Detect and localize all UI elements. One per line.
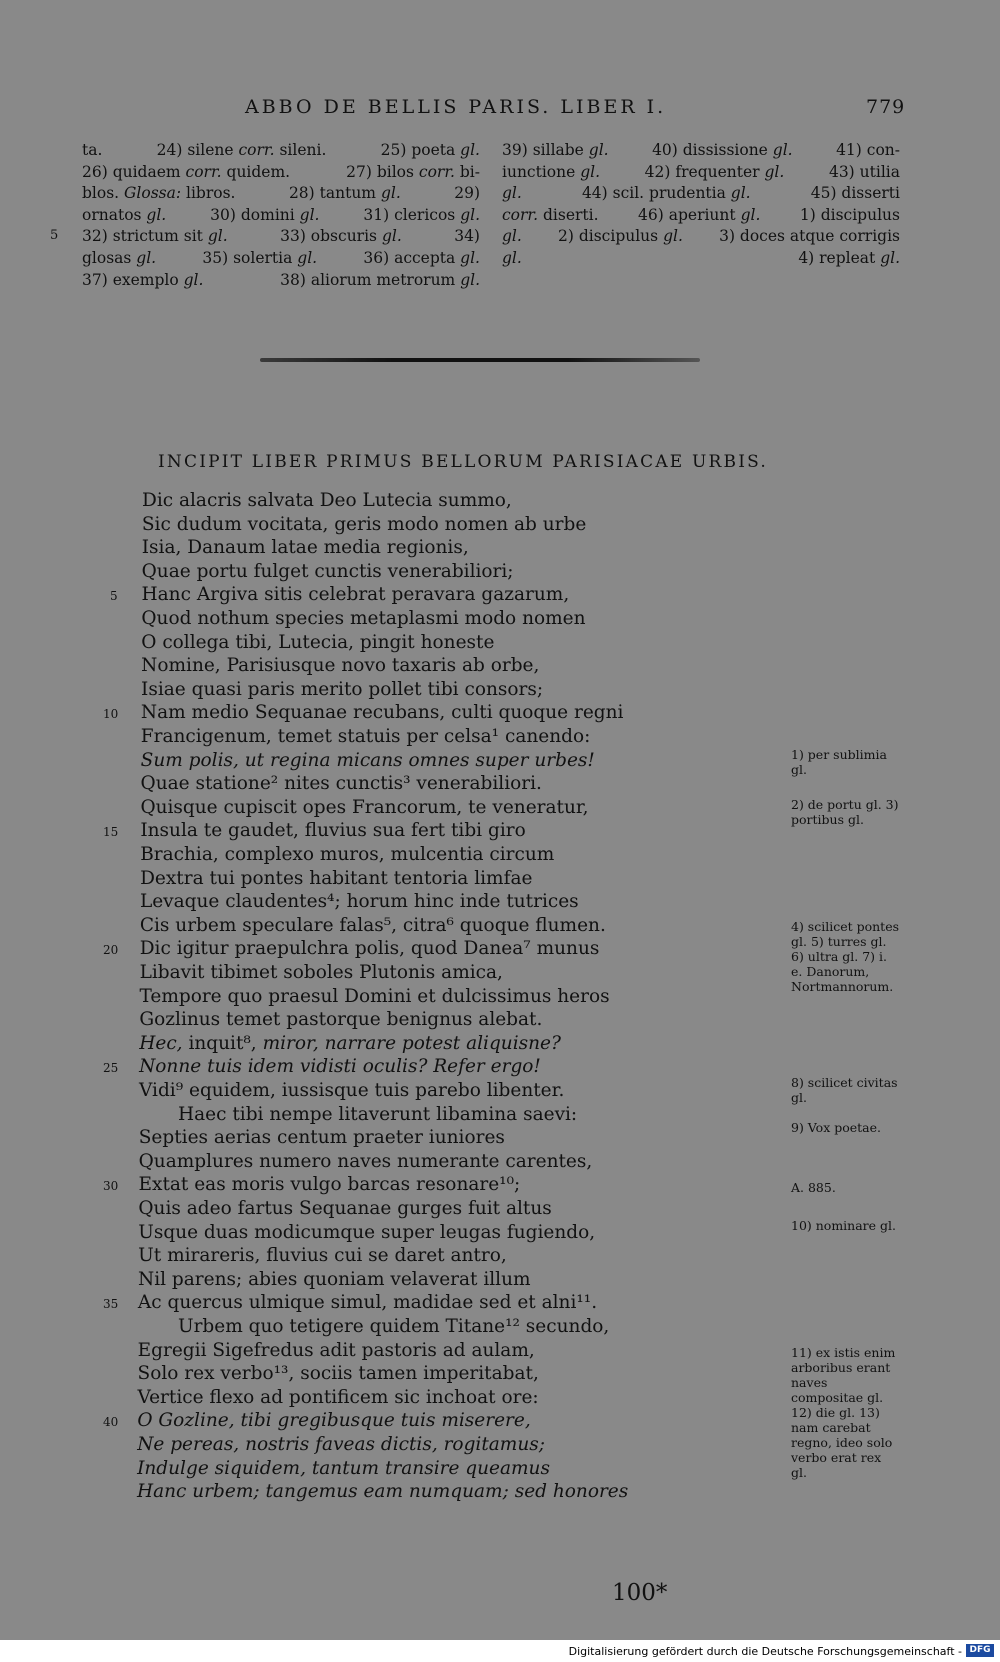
- verse-line: Quod nothum species metaplasmi modo nomen: [141, 608, 586, 629]
- footnote-text: gl.: [772, 141, 793, 159]
- footnote-entry: [502, 205, 599, 227]
- footnote-text: diserti.: [538, 205, 599, 224]
- verse-line: Levaque claudentes⁴; horum hinc inde tutrices: [139, 891, 579, 913]
- poem-title: INCIPIT LIBER PRIMUS BELLORUM PARISIACAE URBIS.: [158, 452, 768, 472]
- verse-line-number: 15: [103, 825, 119, 840]
- verse-line: Hanc Argiva sitis celebrat peravara gazarum,: [141, 584, 570, 606]
- footnote-entry: [289, 183, 401, 205]
- footnote-text: corr.: [238, 141, 275, 159]
- footnote-text: 33) obscuris: [280, 227, 382, 246]
- verse-line: Dic alacris salvata Deo Lutecia summo,: [142, 490, 512, 511]
- verse-line: Cis urbem speculare falas⁵, citra⁶ quoque flumen.: [139, 914, 606, 936]
- section-divider: [260, 358, 700, 362]
- verse-line: Vidi⁹ equidem, iussisque tuis parebo libenter.: [139, 1080, 565, 1101]
- verse-line: Quamplures numero naves numerante carentes,: [138, 1150, 593, 1172]
- footnote-text: ornatos: [82, 205, 147, 224]
- footnote-text: quidem.: [221, 162, 291, 181]
- verse-line: Urbem quo tetigere quidem Titane¹² secundo,: [178, 1316, 610, 1337]
- footnote-entry: [82, 270, 203, 292]
- footnote-entry: [800, 205, 900, 227]
- footnote-text: ta.: [82, 141, 103, 159]
- footnote-text: glosas: [82, 248, 137, 267]
- verse-line: Haec tibi nempe litaverunt libamina saevi:: [178, 1103, 578, 1125]
- verse-line: Ut mirareris, fluvius cui se daret antro,: [138, 1245, 507, 1267]
- footnote-text: gl.: [460, 205, 480, 224]
- footnote-entry: [82, 162, 290, 184]
- footnote-text: gl.: [299, 205, 320, 224]
- verse-line: O Gozline, tibi gregibusque tuis miserere,: [137, 1410, 531, 1432]
- verse-line: Quis adeo fartus Sequanae gurges fuit altus: [138, 1198, 552, 1219]
- verse-line: Dextra tui pontes habitant tentoria limfae: [140, 867, 533, 889]
- footnote-text: 2) discipulus: [558, 227, 664, 246]
- footnote-line: [502, 248, 900, 270]
- footnote-text: gl.: [502, 227, 522, 246]
- footnote-text: 37) exemplo: [82, 270, 184, 289]
- verse-line: Ne pereas, nostris faveas dictis, rogitamus;: [137, 1434, 545, 1455]
- verse-line: Nam medio Sequanae recubans, culti quoque regni: [140, 702, 624, 724]
- footnote-entry: [502, 162, 600, 184]
- footnote-text: sileni.: [274, 141, 327, 159]
- footnote-line: [502, 226, 900, 248]
- verse-line: [139, 1033, 561, 1054]
- verse-line-number: 35: [103, 1297, 119, 1312]
- verse-line-number: 10: [103, 707, 119, 722]
- dfg-logo: DFG: [966, 1644, 994, 1657]
- footnote-text: gl.: [663, 227, 683, 246]
- footnote-text: blos.: [82, 184, 125, 203]
- footnote-text: 4) repleat: [798, 248, 881, 267]
- verse-line: Quae portu fulget cunctis venerabiliori;: [141, 560, 514, 582]
- signature-mark: 100*: [612, 1580, 668, 1606]
- verse-line: Hanc urbem; tangemus eam numquam; sed honores: [136, 1481, 629, 1503]
- footnote-text: 42) frequenter: [644, 162, 765, 181]
- verse-line: Quisque cupiscit opes Francorum, te veneratur,: [140, 796, 589, 818]
- footnote-entry: [454, 226, 480, 248]
- verse-line: Septies aerias centum praeter iuniores: [138, 1127, 505, 1149]
- marginal-gloss: 11) ex istis enim arboribus erant naves compositae gl. 12) die gl. 13) nam carebat regno, ideo solo verbo erat rex gl.: [791, 1345, 896, 1480]
- verse-line-number: 30: [103, 1179, 119, 1194]
- verse-line: Isiae quasi paris merito pollet tibi consors;: [141, 678, 544, 700]
- footnote-text: 41) con-: [836, 141, 900, 159]
- footnote-entry: [582, 183, 751, 205]
- footnote-entry: [82, 140, 102, 162]
- footnote-text: gl.: [380, 184, 401, 203]
- verse-line: Nonne tuis idem vidisti oculis? Refer ergo!: [139, 1056, 541, 1078]
- footnote-text: gl.: [183, 270, 204, 289]
- footnote-entry: [280, 270, 480, 292]
- verse-fragment: Hec,: [139, 1032, 183, 1054]
- footnote-entry: [202, 248, 317, 270]
- footnote-text: libros.: [181, 184, 236, 203]
- footnote-text: 24) silene: [156, 141, 239, 159]
- footnote-text: gl.: [460, 270, 480, 289]
- footnote-line: [82, 248, 480, 270]
- footnote-entry: [798, 248, 900, 270]
- verse-line: Insula te gaudet, fluvius sua fert tibi giro: [140, 820, 526, 842]
- footnote-text: gl.: [381, 227, 402, 246]
- verse-line: Gozlinus temet pastorque benignus alebat.: [139, 1009, 543, 1031]
- footnote-text: gl.: [460, 141, 480, 159]
- footnote-text: gl.: [740, 205, 761, 224]
- verse-line: Usque duas modicumque super leugas fugiendo,: [138, 1221, 596, 1243]
- footnote-entry: [502, 140, 609, 162]
- footnote-entry: [210, 205, 319, 227]
- running-title: ABBO DE BELLIS PARIS. LIBER I.: [245, 96, 667, 118]
- marginal-gloss: 9) Vox poetae.: [791, 1120, 882, 1135]
- footnote-text: corr.: [502, 205, 539, 224]
- footnote-text: 35) solertia: [202, 248, 298, 267]
- verse-line: Brachia, complexo muros, mulcentia circum: [140, 844, 555, 865]
- verse-line: Dic igitur praepulchra polis, quod Danea⁷ munus: [139, 938, 600, 960]
- footnotes-left-column: [82, 140, 480, 291]
- footnote-text: gl.: [460, 248, 480, 267]
- verse-line: O collega tibi, Lutecia, pingit honeste: [141, 631, 495, 653]
- footnote-text: 29): [454, 184, 480, 203]
- footnote-text: 31) clericos: [363, 205, 461, 224]
- footnote-text: gl.: [880, 248, 900, 267]
- verse-line: Isia, Danaum latae media regionis,: [141, 537, 469, 559]
- verse-line: Ac quercus ulmique simul, madidae sed et alni¹¹.: [137, 1292, 598, 1314]
- footnote-line: [502, 205, 900, 227]
- footnote-text: 44) scil. prudentia: [581, 184, 731, 203]
- footnote-line: [82, 140, 480, 162]
- footnote-line: [502, 162, 900, 184]
- marginal-gloss: A. 885.: [791, 1180, 836, 1195]
- footnote-line: [82, 270, 480, 292]
- verse-line: Quae statione² nites cunctis³ venerabiliori.: [140, 773, 542, 795]
- footnote-text: 3) doces atque corrigis: [719, 227, 900, 246]
- footnote-entry: [652, 140, 793, 162]
- footnote-text: 1) discipulus: [799, 205, 900, 224]
- footnote-line: [82, 162, 480, 184]
- verse-line: Francigenum, temet statuis per celsa¹ canendo:: [140, 726, 591, 747]
- footnote-text: 39) sillabe: [502, 141, 589, 159]
- footnote-text: iunctione: [502, 162, 581, 181]
- footnote-entry: [346, 162, 480, 184]
- footnote-text: 38) aliorum metrorum: [280, 270, 461, 289]
- footnote-text: 26) quidaem: [82, 162, 186, 181]
- footnote-text: 32) strictum sit: [82, 227, 208, 246]
- footnote-text: corr.: [418, 162, 455, 181]
- footnote-text: corr.: [185, 162, 222, 181]
- footnote-entry: [157, 140, 327, 162]
- footnote-entry: [82, 183, 235, 205]
- verse-line: Nil parens; abies quoniam velaverat illum: [138, 1268, 531, 1290]
- footer-bar: [0, 1640, 1000, 1662]
- verse-line: Extat eas moris vulgo barcas resonare¹⁰;: [138, 1174, 521, 1196]
- footnote-text: 25) poeta: [380, 141, 461, 159]
- footnote-text: gl.: [502, 184, 522, 203]
- marginal-gloss: 4) scilicet pontes gl. 5) turres gl. 6) ultra gl. 7) i. e. Danorum, Nortmannorum.: [791, 919, 900, 994]
- marginal-gloss: 10) nominare gl.: [791, 1218, 897, 1233]
- verse-line: Sic dudum vocitata, geris modo nomen ab urbe: [141, 513, 587, 535]
- footnote-text: gl.: [764, 162, 785, 181]
- footnote-text: 40) dississione: [652, 141, 773, 159]
- footnote-entry: [558, 226, 683, 248]
- footnote-entry: [454, 183, 480, 205]
- footnote-text: gl.: [588, 141, 609, 159]
- footnote-text: gl.: [580, 162, 601, 181]
- footnote-text: gl.: [136, 248, 157, 267]
- verse-line-number: 25: [103, 1061, 119, 1076]
- footnotes-right-column: [502, 140, 900, 270]
- footnote-entry: [645, 162, 785, 184]
- verse-line: Nomine, Parisiusque novo taxaris ab orbe,: [141, 655, 540, 677]
- marginal-gloss: 8) scilicet civitas gl.: [791, 1075, 898, 1105]
- footnote-text: 46) aperiunt: [638, 205, 741, 224]
- footnote-entry: [829, 162, 900, 184]
- footnote-text: 36) accepta: [363, 248, 461, 267]
- verse-line-number: 20: [103, 943, 119, 958]
- footnote-entry: [811, 183, 900, 205]
- footnote-entry: [381, 140, 480, 162]
- verse-line: Vertice flexo ad pontificem sic inchoat ore:: [137, 1386, 539, 1408]
- footnote-line: [82, 183, 480, 205]
- verse-fragment: inquit⁸,: [182, 1032, 263, 1054]
- footnote-text: 30) domini: [210, 205, 300, 224]
- footnote-line: [502, 183, 900, 205]
- footnote-text: gl.: [207, 227, 228, 246]
- verse-line: Tempore quo praesul Domini et dulcissimus heros: [139, 985, 610, 1007]
- verse-line: Libavit tibimet soboles Plutonis amica,: [139, 962, 503, 983]
- verse-line: Solo rex verbo¹³, sociis tamen imperitabat,: [137, 1363, 539, 1385]
- verse-line-number: 5: [110, 589, 118, 604]
- footnote-text: gl.: [502, 248, 522, 267]
- footnote-entry: [82, 226, 228, 248]
- footnote-line: [82, 226, 480, 248]
- verse-line: Egregii Sigefredus adit pastoris ad aulam,: [137, 1339, 535, 1361]
- verse-line: Sum polis, ut regina micans omnes super urbes!: [140, 749, 595, 771]
- verse-line-number: 40: [103, 1415, 119, 1430]
- footnote-text: 34): [454, 227, 480, 246]
- footnote-entry: [82, 248, 156, 270]
- footnote-text: 27) bilos: [346, 162, 419, 181]
- footnote-text: Glossa:: [124, 184, 182, 203]
- footnote-entry: [363, 248, 480, 270]
- footnote-text: 28) tantum: [288, 184, 381, 203]
- footnote-text: bi-: [454, 162, 480, 181]
- verse-line: Indulge siquidem, tantum transire queamus: [137, 1457, 550, 1479]
- footnote-entry: [502, 248, 522, 270]
- marginal-gloss: 1) per sublimia gl.: [791, 747, 887, 777]
- footnote-text: gl.: [146, 205, 167, 224]
- verse-fragment: miror, narrare potest aliquisne?: [262, 1032, 561, 1054]
- footnote-line: [82, 205, 480, 227]
- footnote-text: 45) disserti: [810, 184, 900, 203]
- footnote-entry: [280, 226, 402, 248]
- footnote-text: gl.: [297, 248, 318, 267]
- footnote-entry: [82, 205, 166, 227]
- footnote-line: [502, 140, 900, 162]
- footnote-text: 43) utilia: [828, 162, 900, 181]
- footer-credit: Digitalisierung gefördert durch die Deutsche Forschungsgemeinschaft -: [568, 1645, 962, 1658]
- footnote-entry: [719, 226, 900, 248]
- footnote-entry: [836, 140, 900, 162]
- page-number: 779: [866, 96, 906, 118]
- footnote-entry: [363, 205, 480, 227]
- footnote-entry: [638, 205, 760, 227]
- margin-line-number: 5: [50, 228, 59, 243]
- footnote-entry: [502, 226, 522, 248]
- marginal-gloss: 2) de portu gl. 3) portibus gl.: [791, 797, 899, 827]
- footnote-entry: [502, 183, 522, 205]
- footnote-text: gl.: [730, 184, 751, 203]
